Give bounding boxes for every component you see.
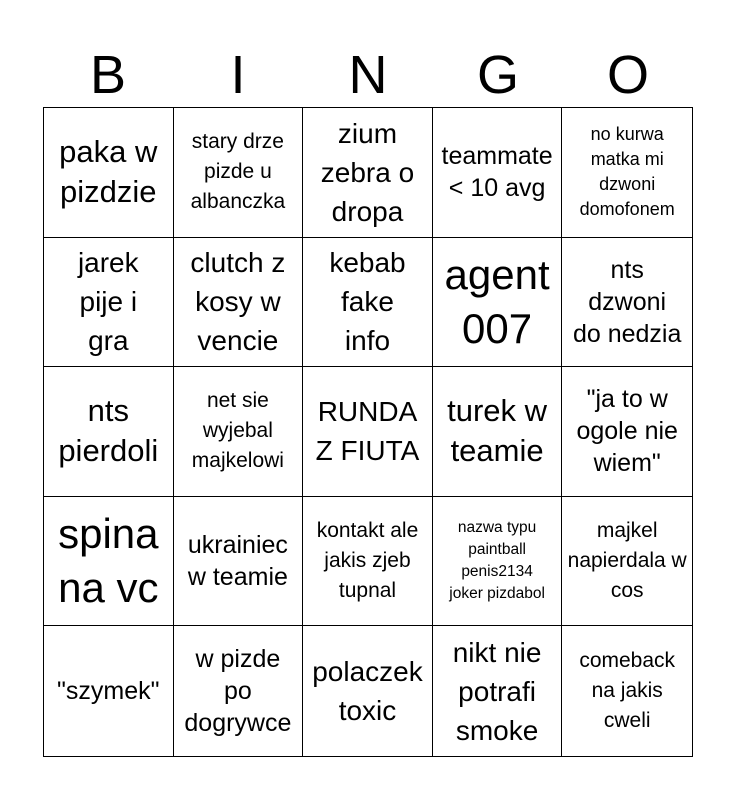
bingo-cell[interactable] [174, 367, 304, 497]
cell-text: RUNDA Z FIUTA [315, 396, 420, 467]
bingo-cell[interactable] [433, 367, 563, 497]
bingo-cell[interactable] [174, 108, 304, 238]
cell-text: nts pierdoli [58, 393, 159, 469]
bingo-cell[interactable] [562, 626, 692, 756]
cell-text: ukrainiec w teamie [187, 531, 288, 592]
cell-text: polaczek toxic [312, 656, 423, 727]
header-letter-o: O [606, 45, 649, 105]
bingo-cell[interactable] [303, 238, 433, 368]
bingo-cell[interactable] [44, 367, 174, 497]
cell-text: majkel napierdala w cos [567, 519, 687, 603]
cell-text: comeback na jakis cweli [579, 649, 676, 733]
header-letter-i: I [230, 45, 246, 105]
bingo-cell[interactable] [44, 626, 174, 756]
bingo-cell[interactable] [174, 238, 304, 368]
bingo-cell[interactable] [174, 497, 304, 627]
cell-text: agent 007 [444, 250, 550, 352]
bingo-cell[interactable] [562, 497, 692, 627]
cell-text: stary drze pizde u albanczka [190, 130, 286, 214]
bingo-cell[interactable] [433, 626, 563, 756]
bingo-cell[interactable] [44, 497, 174, 627]
bingo-cell[interactable] [562, 238, 692, 368]
cell-text: "ja to w ogole nie wiem" [576, 385, 678, 478]
bingo-cell[interactable] [303, 108, 433, 238]
cell-text: no kurwa matka mi dzwoni domofonem [579, 124, 675, 220]
bingo-header [43, 44, 693, 106]
bingo-cell[interactable] [433, 497, 563, 627]
bingo-cell[interactable] [562, 367, 692, 497]
cell-text: jarek pije i gra [77, 247, 139, 357]
cell-text: spina na vc [58, 510, 159, 612]
cell-text: nts dzwoni do nedzia [572, 255, 682, 348]
cell-text: nikt nie potrafi smoke [452, 636, 542, 746]
header-letter-n: N [348, 45, 388, 105]
bingo-cell[interactable] [433, 238, 563, 368]
cell-text: teammate < 10 avg [441, 142, 553, 203]
bingo-cell[interactable] [303, 626, 433, 756]
bingo-grid [43, 107, 693, 757]
bingo-cell[interactable] [562, 108, 692, 238]
bingo-cell[interactable] [303, 497, 433, 627]
bingo-cell[interactable] [44, 238, 174, 368]
cell-text: kebab fake info [329, 247, 406, 357]
cell-text: net sie wyjebal majkelowi [191, 389, 284, 473]
cell-text: nazwa typu paintball penis2134 joker pizdabol [449, 519, 545, 603]
cell-text: zium zebra o dropa [320, 117, 415, 227]
bingo-cell[interactable] [44, 108, 174, 238]
header-letter-g: G [476, 45, 519, 105]
cell-text: paka w pizdzie [59, 134, 158, 210]
bingo-cell[interactable] [174, 626, 304, 756]
cell-text: "szymek" [57, 677, 160, 706]
cell-text: clutch z kosy w vencie [190, 247, 286, 357]
cell-text: turek w teamie [447, 393, 548, 469]
bingo-cell[interactable] [433, 108, 563, 238]
cell-text: w pizde po dogrywce [184, 645, 292, 738]
cell-text: kontakt ale jakis zjeb tupnal [316, 519, 419, 603]
bingo-cell[interactable] [303, 367, 433, 497]
header-letter-b: B [89, 45, 127, 105]
